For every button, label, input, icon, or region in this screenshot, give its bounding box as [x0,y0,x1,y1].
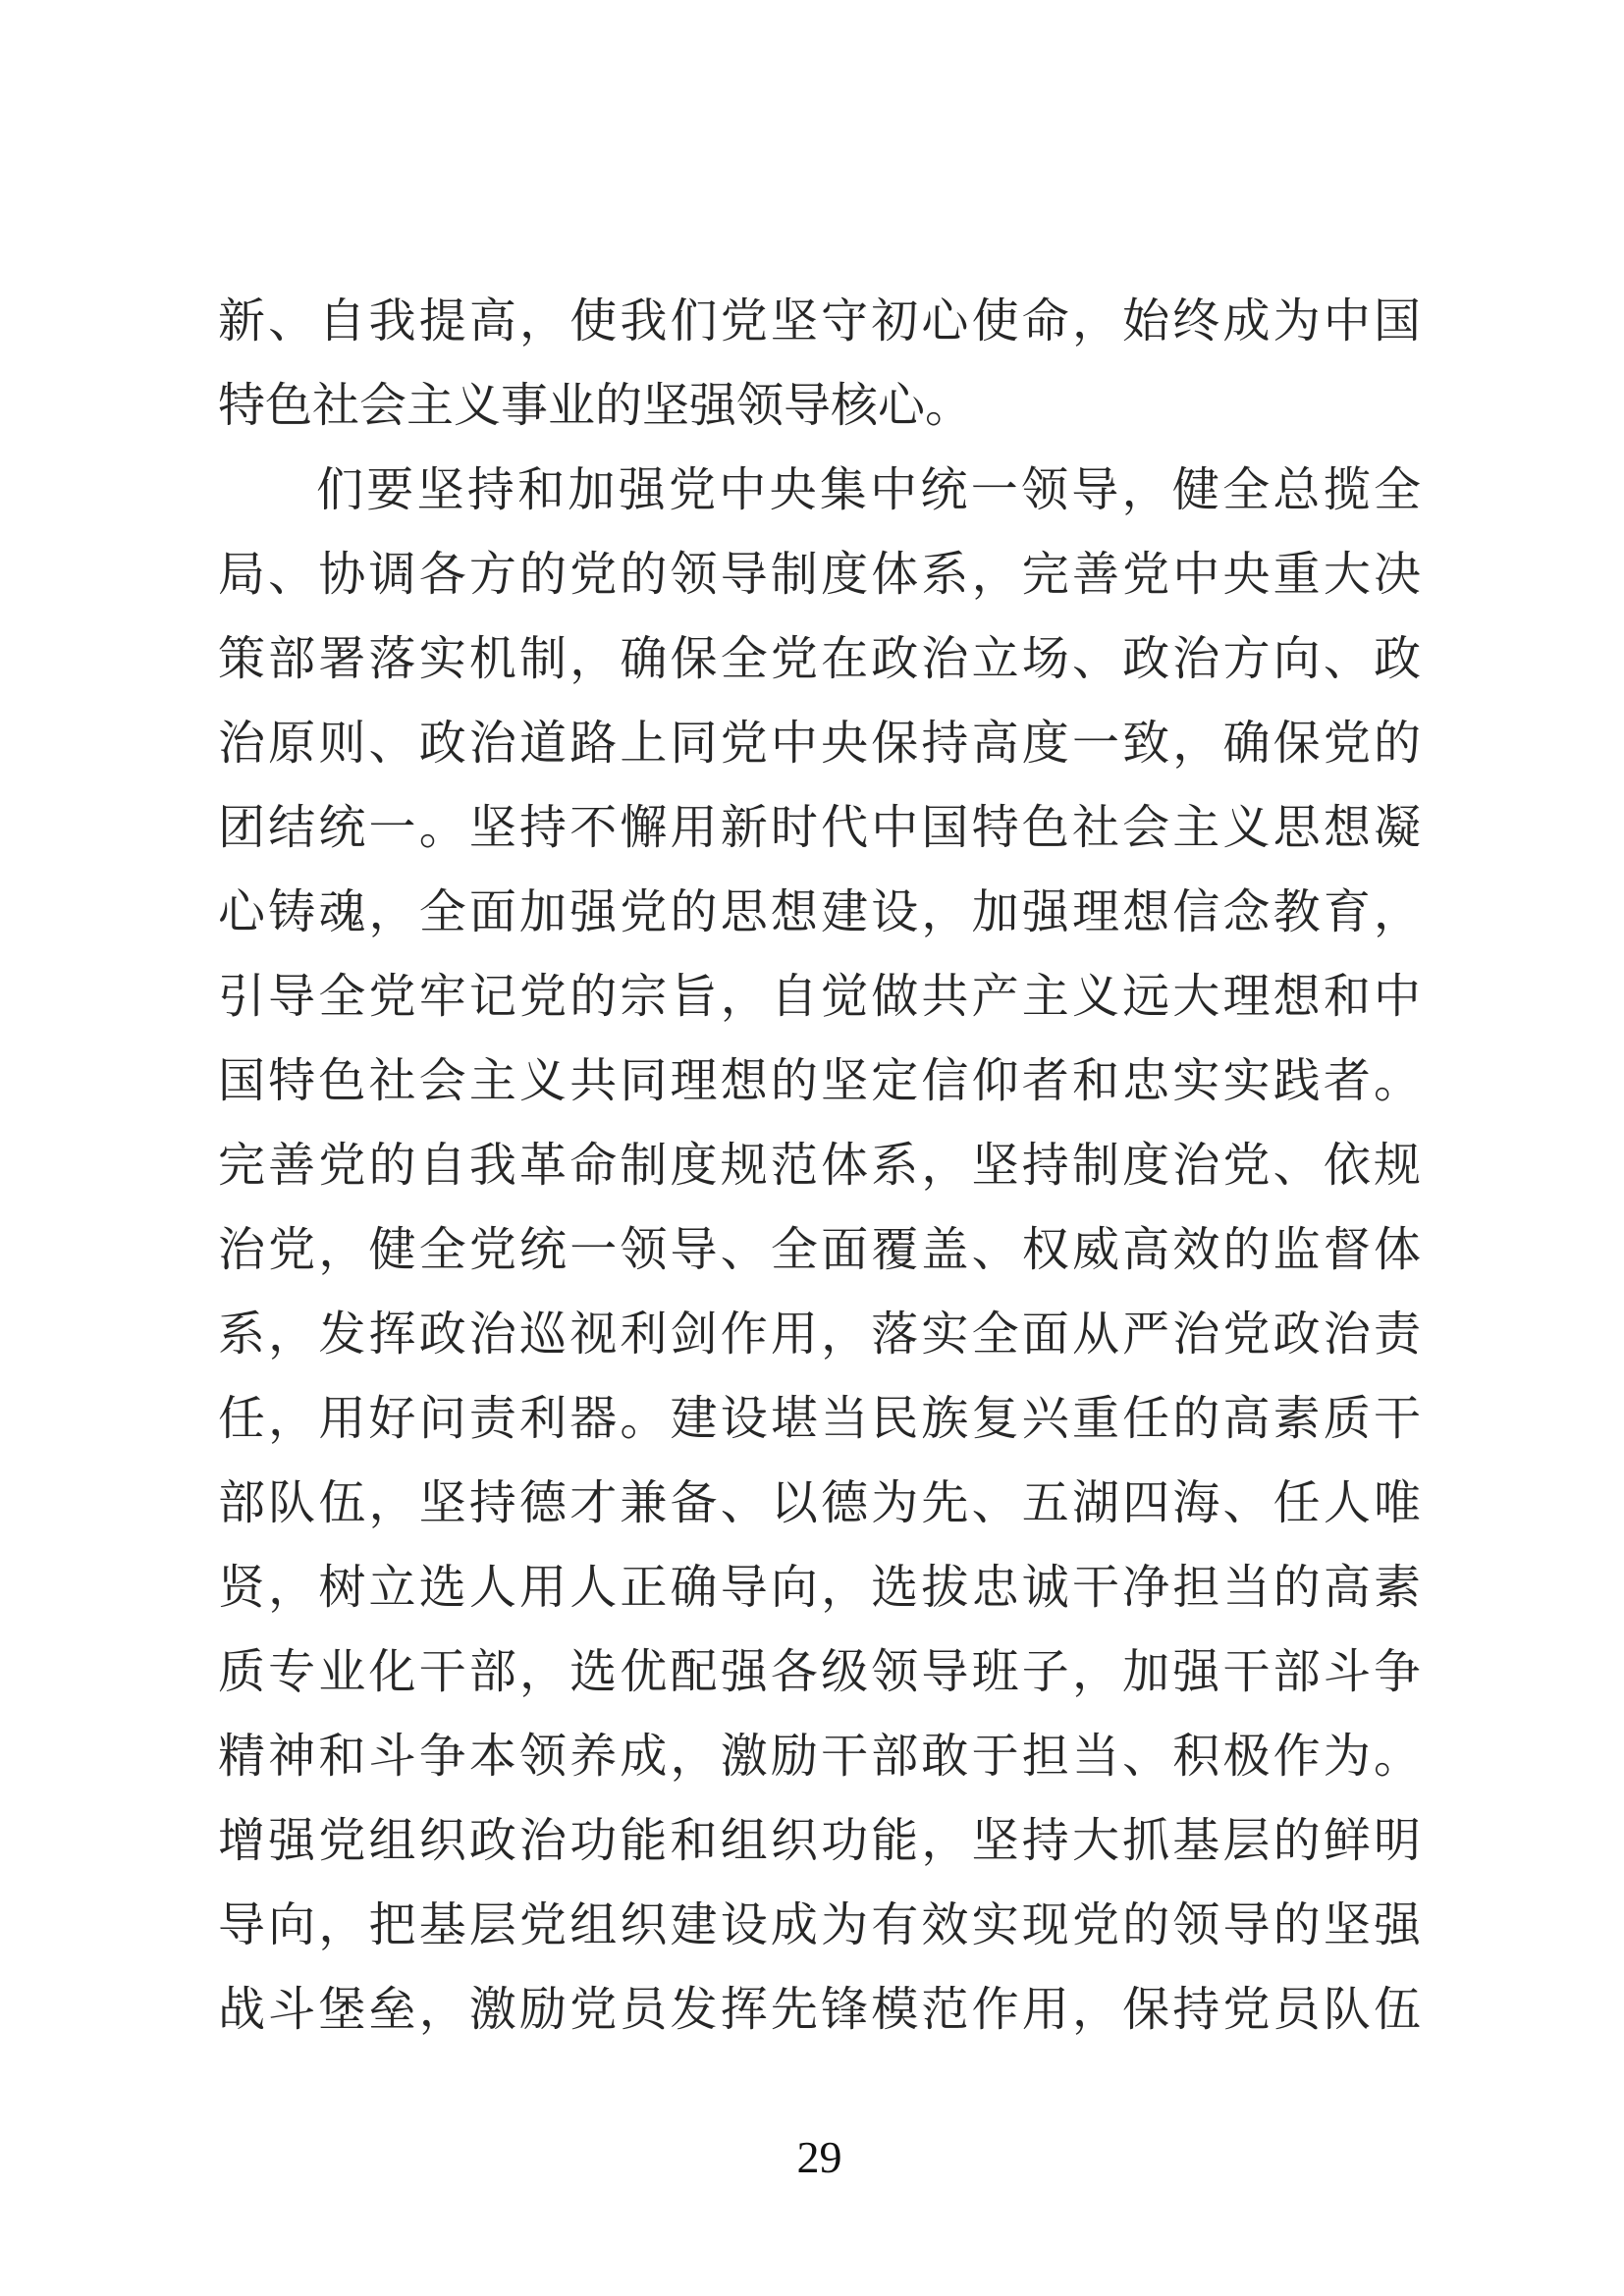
text-line: 心铸魂，全面加强党的思想建设，加强理想信念教育， [218,886,1421,938]
text-line: 导向，把基层党组织建设成为有效实现党的领导的坚强 [218,1899,1421,1951]
text-line: 特色社会主义事业的坚强领导核心。 [218,380,973,432]
text-line: 治原则、政治道路上同党中央保持高度一致，确保党的 [218,718,1421,770]
text-line: 系，发挥政治巡视利剑作用，落实全面从严治党政治责 [218,1308,1421,1361]
text-line: 策部署落实机制，确保全党在政治立场、政治方向、政 [218,633,1421,685]
text-line: 贤，树立选人用人正确导向，选拔忠诚干净担当的高素 [218,1562,1421,1614]
text-line: 局、协调各方的党的领导制度体系，完善党中央重大决 [218,549,1421,601]
text-line: 们要坚持和加强党中央集中统一领导，健全总揽全 [316,464,1421,516]
text-line: 团结统一。坚持不懈用新时代中国特色社会主义思想凝 [218,802,1421,854]
text-line: 引导全党牢记党的宗旨，自觉做共产主义远大理想和中 [218,971,1421,1023]
text-line: 治党，健全党统一领导、全面覆盖、权威高效的监督体 [218,1224,1421,1276]
page-number: 29 [796,2132,842,2182]
text-block [218,280,1421,2053]
text-line: 增强党组织政治功能和组织功能，坚持大抓基层的鲜明 [218,1815,1421,1867]
text-line: 任，用好问责利器。建设堪当民族复兴重任的高素质干 [218,1393,1421,1445]
text-line: 战斗堡垒，激励党员发挥先锋模范作用，保持党员队伍 [218,1984,1421,2036]
text-line: 国特色社会主义共同理想的坚定信仰者和忠实实践者。 [218,1055,1421,1107]
text-line: 部队伍，坚持德才兼备、以德为先、五湖四海、任人唯 [218,1477,1421,1529]
text-line: 精神和斗争本领养成，激励干部敢于担当、积极作为。 [218,1731,1421,1783]
text-line: 完善党的自我革命制度规范体系，坚持制度治党、依规 [218,1140,1421,1192]
text-line: 新、自我提高，使我们党坚守初心使命，始终成为中国 [218,295,1421,347]
text-line: 质专业化干部，选优配强各级领导班子，加强干部斗争 [218,1646,1421,1698]
